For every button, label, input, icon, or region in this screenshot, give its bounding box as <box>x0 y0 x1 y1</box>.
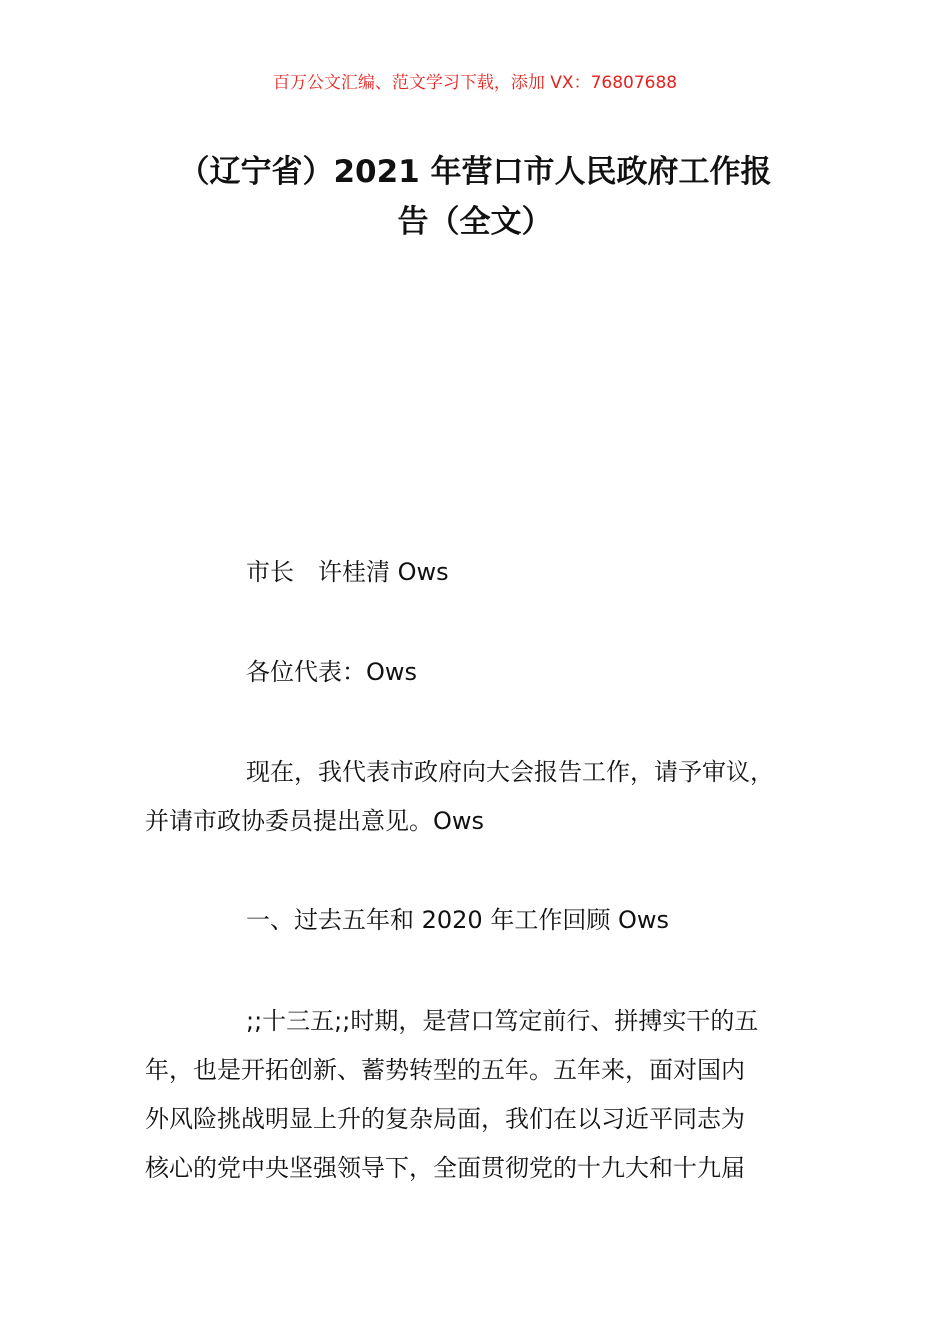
intro-paragraph-line-1: 现在，我代表市政府向大会报告工作，请予审议， <box>246 758 774 786</box>
document-title-line-2: 告（全文） <box>397 204 553 240</box>
greeting-line: 各位代表：Ows <box>246 658 418 686</box>
intro-paragraph-line-2: 并请市政协委员提出意见。Ows <box>145 807 485 835</box>
paragraph-1-line-1: ;;十三五;;时期，是营口笃定前行、拼搏实干的五 <box>246 1007 759 1035</box>
section-heading: 一、过去五年和 2020 年工作回顾 Ows <box>246 906 669 934</box>
header-note: 百万公文汇编、范文学习下载，添加 VX：76807688 <box>272 73 678 93</box>
speaker-line: 市长 许桂清 Ows <box>246 558 449 586</box>
paragraph-1-line-2: 年，也是开拓创新、蓄势转型的五年。五年来，面对国内 <box>145 1056 745 1084</box>
paragraph-1-line-4: 核心的党中央坚强领导下，全面贯彻党的十九大和十九届 <box>145 1154 745 1182</box>
document-title-line-1: （辽宁省）2021 年营口市人民政府工作报 <box>178 154 772 190</box>
paragraph-1-line-3: 外风险挑战明显上升的复杂局面，我们在以习近平同志为 <box>145 1105 745 1133</box>
